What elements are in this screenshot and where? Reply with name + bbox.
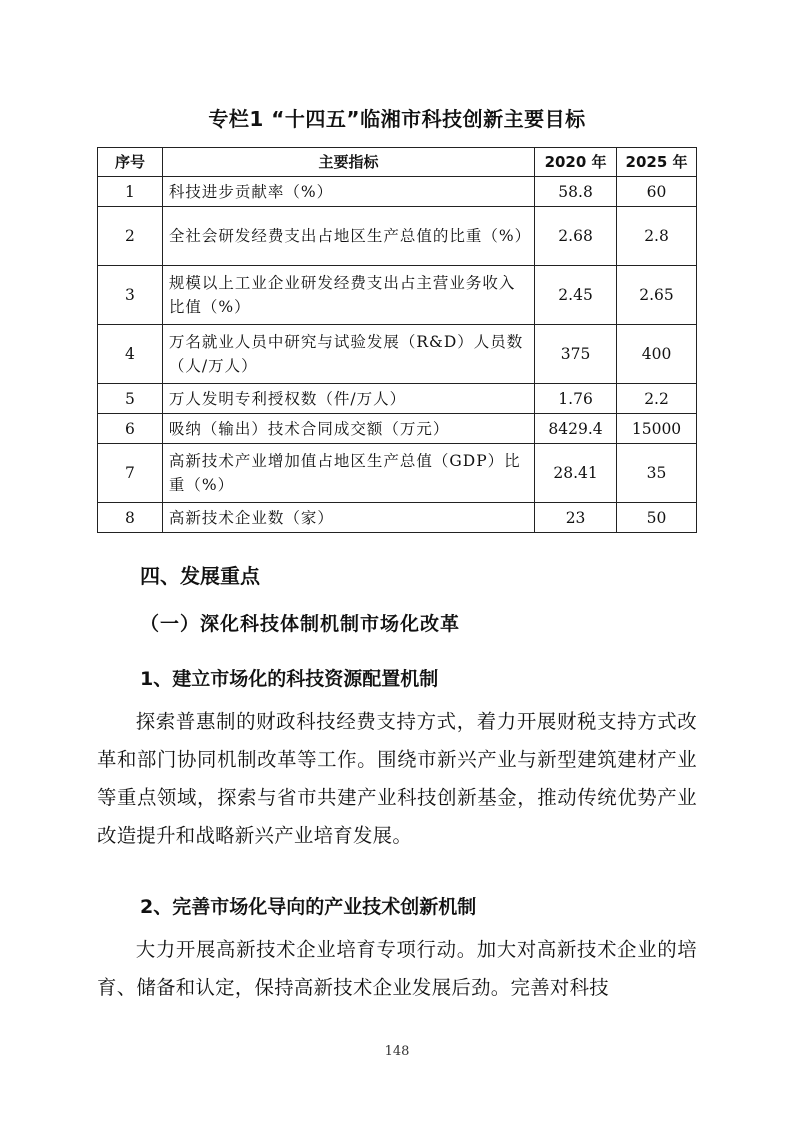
row-value-2020: 58.8 [535, 177, 617, 207]
row-no: 8 [98, 503, 163, 533]
page-number: 148 [384, 1044, 410, 1059]
row-value-2025: 60 [617, 177, 697, 207]
table-row [98, 503, 697, 533]
table-header-row [98, 148, 697, 177]
table-row [98, 177, 697, 207]
row-value-2020: 1.76 [535, 384, 617, 414]
header-indicator: 主要指标 [162, 148, 534, 177]
table-row [98, 325, 697, 384]
row-indicator: 规模以上工业企业研发经费支出占主营业务收入比值（%） [162, 266, 534, 325]
row-no: 2 [98, 207, 163, 266]
header-2025: 2025 年 [617, 148, 697, 177]
table-row [98, 384, 697, 414]
box-title: 专栏1 “十四五”临湘市科技创新主要目标 [208, 107, 586, 131]
section-heading: 四、发展重点 [140, 564, 260, 588]
item1-paragraph: 探索普惠制的财政科技经费支持方式，着力开展财税支持方式改革和部门协同机制改革等工作。围绕市新兴产业与新型建筑建材产业等重点领域，探索与省市共建产业科技创新基金，推动传统优势产业改造提升和战略新兴产业培育发展。 [97, 710, 697, 847]
row-indicator: 万人发明专利授权数（件/万人） [162, 384, 534, 414]
row-indicator: 全社会研发经费支出占地区生产总值的比重（%） [162, 207, 534, 266]
row-value-2025: 35 [617, 444, 697, 503]
row-no: 6 [98, 414, 163, 444]
item2-paragraph: 大力开展高新技术企业培育专项行动。加大对高新技术企业的培育、储备和认定，保持高新技术企业发展后劲。完善对科技 [97, 938, 697, 999]
item1-heading: 1、建立市场化的科技资源配置机制 [140, 668, 439, 690]
row-value-2025: 15000 [617, 414, 697, 444]
item2-heading: 2、完善市场化导向的产业技术创新机制 [140, 896, 477, 918]
row-value-2025: 2.8 [617, 207, 697, 266]
row-indicator: 万名就业人员中研究与试验发展（R&D）人员数（人/万人） [162, 325, 534, 384]
row-no: 7 [98, 444, 163, 503]
table-row [98, 207, 697, 266]
table-row [98, 266, 697, 325]
row-indicator: 高新技术企业数（家） [162, 503, 534, 533]
table-row [98, 444, 697, 503]
row-value-2020: 28.41 [535, 444, 617, 503]
row-indicator: 吸纳（输出）技术合同成交额（万元） [162, 414, 534, 444]
row-value-2025: 2.2 [617, 384, 697, 414]
table-row [98, 414, 697, 444]
row-value-2020: 2.68 [535, 207, 617, 266]
row-no: 4 [98, 325, 163, 384]
row-value-2020: 375 [535, 325, 617, 384]
subsection-heading: （一）深化科技体制机制市场化改革 [140, 613, 461, 635]
row-value-2025: 50 [617, 503, 697, 533]
row-value-2020: 23 [535, 503, 617, 533]
row-no: 5 [98, 384, 163, 414]
row-no: 1 [98, 177, 163, 207]
row-indicator: 高新技术产业增加值占地区生产总值（GDP）比重（%） [162, 444, 534, 503]
row-no: 3 [98, 266, 163, 325]
header-2020: 2020 年 [535, 148, 617, 177]
targets-table [97, 147, 697, 533]
row-value-2025: 400 [617, 325, 697, 384]
row-value-2025: 2.65 [617, 266, 697, 325]
row-value-2020: 8429.4 [535, 414, 617, 444]
row-indicator: 科技进步贡献率（%） [162, 177, 534, 207]
header-no: 序号 [98, 148, 163, 177]
row-value-2020: 2.45 [535, 266, 617, 325]
